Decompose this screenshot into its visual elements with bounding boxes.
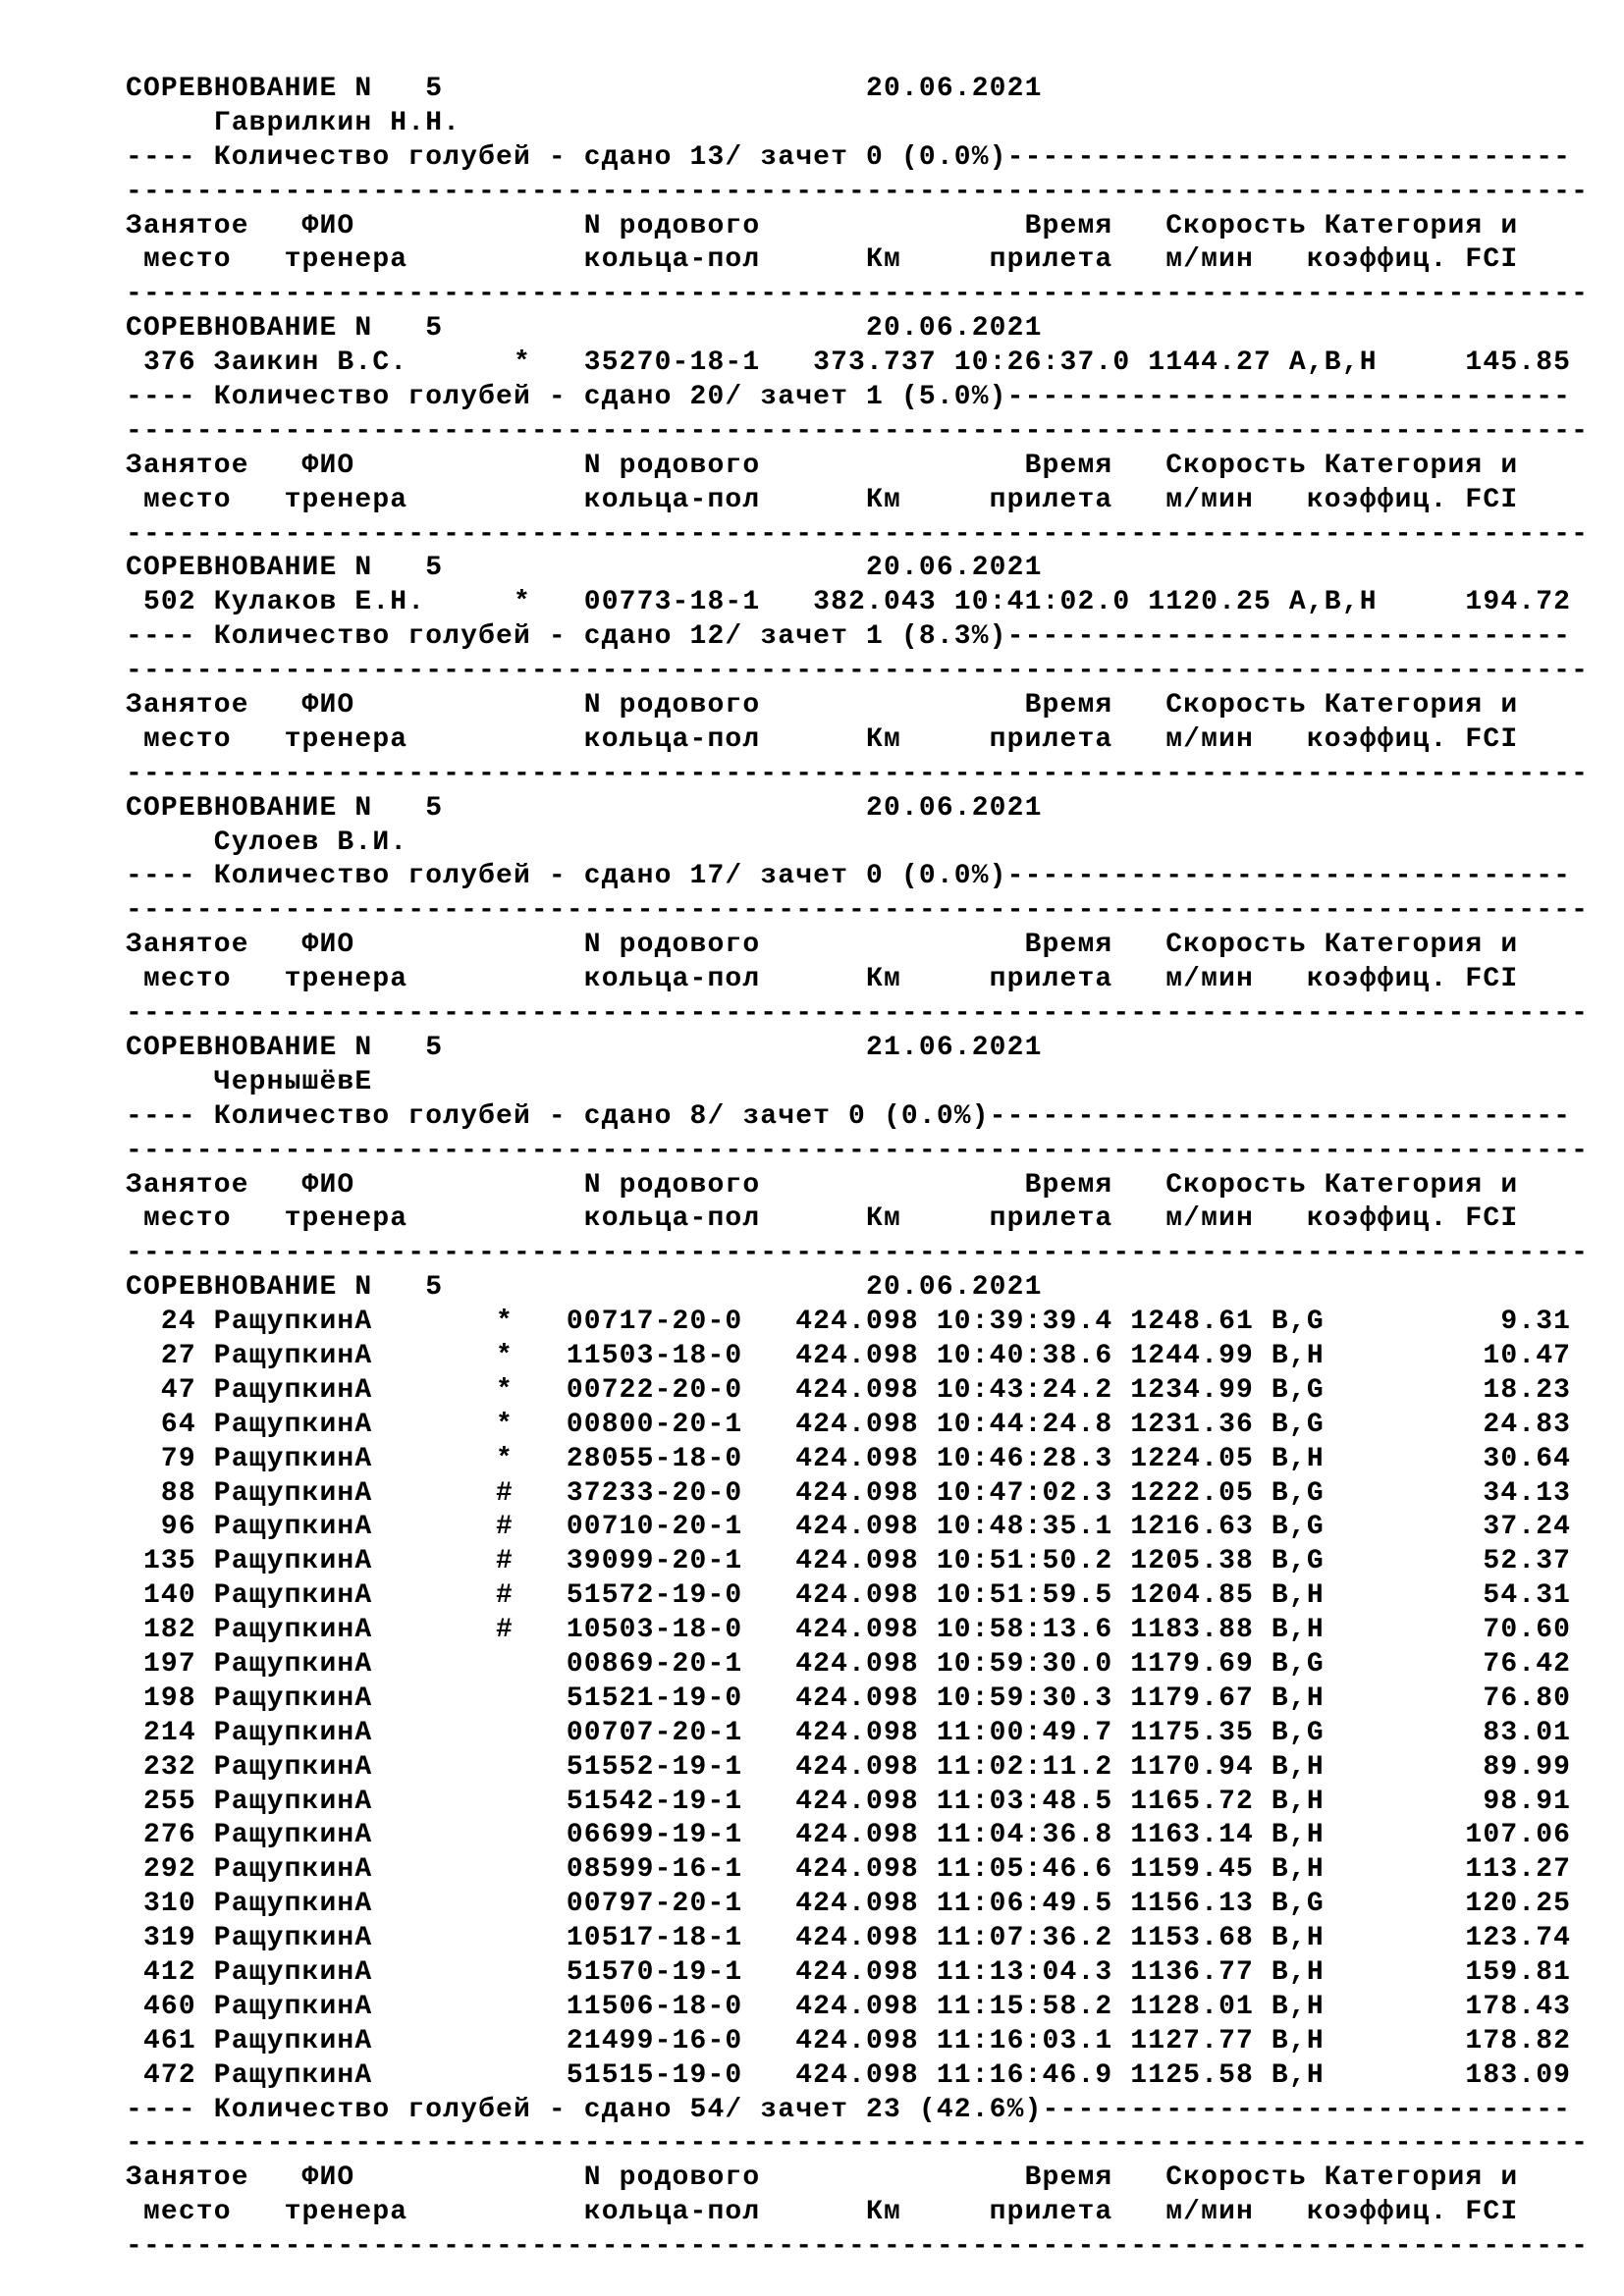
result-row: 376 Заикин В.С. * 35270-18-1 373.737 10:26:37.0 1144.27 A,B,H 145.85	[126, 347, 1572, 379]
separator-line: -----------------------------------------------------------------------------------	[126, 415, 1590, 447]
separator-line: -----------------------------------------------------------------------------------	[126, 518, 1590, 550]
result-row: 319 РащупкинА 10517-18-1 424.098 11:07:36.2 1153.68 B,H 123.74	[126, 1923, 1572, 1954]
result-row: 460 РащупкинА 11506-18-0 424.098 11:15:58.2 1128.01 B,H 178.43	[126, 1991, 1572, 2022]
result-row: 140 РащупкинА # 51572-19-0 424.098 10:51:59.5 1204.85 B,H 54.31	[126, 1580, 1572, 1612]
result-row: 255 РащупкинА 51542-19-1 424.098 11:03:48.5 1165.72 B,H 98.91	[126, 1786, 1572, 1817]
result-row: 461 РащупкинА 21499-16-0 424.098 11:16:03.1 1127.77 B,H 178.82	[126, 2025, 1572, 2056]
competition-title: СОРЕВНОВАНИЕ N 5 20.06.2021	[126, 792, 1043, 824]
result-row: 292 РащупкинА 08599-16-1 424.098 11:05:46.6 1159.45 B,H 113.27	[126, 1854, 1572, 1886]
result-row: 182 РащупкинА # 10503-18-0 424.098 10:58:13.6 1183.88 B,H 70.60	[126, 1615, 1572, 1646]
separator-line: -----------------------------------------------------------------------------------	[126, 998, 1590, 1030]
pigeon-count-summary: ---- Количество голубей - сдано 12/ зачет 1 (8.3%)--------------------------------	[126, 621, 1572, 653]
column-header-line1: Занятое ФИО N родового Время Скорость Категория и	[126, 2163, 1519, 2194]
result-row: Сулоев В.И.	[126, 827, 408, 858]
competition-title: СОРЕВНОВАНИЕ N 5 21.06.2021	[126, 1032, 1043, 1063]
column-header-line1: Занятое ФИО N родового Время Скорость Категория и	[126, 930, 1519, 961]
result-row: 88 РащупкинА # 37233-20-0 424.098 10:47:02.3 1222.05 B,G 34.13	[126, 1477, 1572, 1509]
pigeon-count-summary: ---- Количество голубей - сдано 20/ зачет 1 (5.0%)--------------------------------	[126, 382, 1572, 413]
result-row: 310 РащупкинА 00797-20-1 424.098 11:06:49.5 1156.13 B,G 120.25	[126, 1889, 1572, 1920]
competition-title: СОРЕВНОВАНИЕ N 5 20.06.2021	[126, 313, 1043, 345]
result-row: 502 Кулаков Е.Н. * 00773-18-1 382.043 10:41:02.0 1120.25 A,B,H 194.72	[126, 587, 1572, 618]
separator-line: -----------------------------------------------------------------------------------	[126, 758, 1590, 789]
result-row: 24 РащупкинА * 00717-20-0 424.098 10:39:39.4 1248.61 B,G 9.31	[126, 1307, 1572, 1338]
separator-line: -----------------------------------------------------------------------------------	[126, 895, 1590, 927]
column-header-line2: место тренера кольца-пол Км прилета м/мин коэффиц. FCI	[126, 2197, 1519, 2228]
column-header-line2: место тренера кольца-пол Км прилета м/мин коэффиц. FCI	[126, 964, 1519, 995]
result-row: ЧернышёвЕ	[126, 1066, 373, 1097]
column-header-line1: Занятое ФИО N родового Время Скорость Категория и	[126, 210, 1519, 241]
result-row: Гаврилкин Н.Н.	[126, 107, 461, 138]
separator-line: -----------------------------------------------------------------------------------	[126, 176, 1590, 207]
separator-line: -----------------------------------------------------------------------------------	[126, 1135, 1590, 1166]
column-header-line2: место тренера кольца-пол Км прилета м/мин коэффиц. FCI	[126, 1203, 1519, 1235]
separator-line: -----------------------------------------------------------------------------------	[126, 2231, 1590, 2263]
competition-title: СОРЕВНОВАНИЕ N 5 20.06.2021	[126, 553, 1043, 584]
competition-title: СОРЕВНОВАНИЕ N 5 20.06.2021	[126, 74, 1043, 104]
result-row: 96 РащупкинА # 00710-20-1 424.098 10:48:35.1 1216.63 B,G 37.24	[126, 1512, 1572, 1543]
pigeon-count-summary: ---- Количество голубей - сдано 54/ зачет 23 (42.6%)------------------------------	[126, 2094, 1572, 2125]
result-row: 276 РащупкинА 06699-19-1 424.098 11:04:36.8 1163.14 B,H 107.06	[126, 1820, 1572, 1851]
result-row: 198 РащупкинА 51521-19-0 424.098 10:59:30.3 1179.67 B,H 76.80	[126, 1682, 1572, 1714]
result-row: 135 РащупкинА # 39099-20-1 424.098 10:51:50.2 1205.38 B,G 52.37	[126, 1546, 1572, 1577]
result-row: 232 РащупкинА 51552-19-1 424.098 11:02:11.2 1170.94 B,H 89.99	[126, 1751, 1572, 1783]
column-header-line2: место тренера кольца-пол Км прилета м/мин коэффиц. FCI	[126, 244, 1519, 276]
column-header-line1: Занятое ФИО N родового Время Скорость Категория и	[126, 450, 1519, 481]
result-row: 64 РащупкинА * 00800-20-1 424.098 10:44:24.8 1231.36 B,G 24.83	[126, 1409, 1572, 1440]
column-header-line2: место тренера кольца-пол Км прилета м/мин коэффиц. FCI	[126, 484, 1519, 515]
result-row: 27 РащупкинА * 11503-18-0 424.098 10:40:38.6 1244.99 B,H 10.47	[126, 1340, 1572, 1371]
pigeon-count-summary: ---- Количество голубей - сдано 13/ зачет 0 (0.0%)--------------------------------	[126, 141, 1572, 173]
separator-line: -----------------------------------------------------------------------------------	[126, 279, 1590, 310]
competition-title: СОРЕВНОВАНИЕ N 5 20.06.2021	[126, 1272, 1043, 1304]
result-row: 472 РащупкинА 51515-19-0 424.098 11:16:46.9 1125.58 B,H 183.09	[126, 2059, 1572, 2091]
separator-line: -----------------------------------------------------------------------------------	[126, 1238, 1590, 1269]
result-row: 47 РащупкинА * 00722-20-0 424.098 10:43:24.2 1234.99 B,G 18.23	[126, 1374, 1572, 1406]
column-header-line1: Занятое ФИО N родового Время Скорость Категория и	[126, 1169, 1519, 1201]
column-header-line2: место тренера кольца-пол Км прилета м/мин коэффиц. FCI	[126, 723, 1519, 755]
results-report-page	[126, 73, 1598, 2265]
result-row: 197 РащупкинА 00869-20-1 424.098 10:59:30.0 1179.69 B,G 76.42	[126, 1648, 1572, 1680]
result-row: 214 РащупкинА 00707-20-1 424.098 11:00:49.7 1175.35 B,G 83.01	[126, 1717, 1572, 1748]
pigeon-count-summary: ---- Количество голубей - сдано 8/ зачет 0 (0.0%)---------------------------------	[126, 1100, 1572, 1132]
column-header-line1: Занятое ФИО N родового Время Скорость Категория и	[126, 690, 1519, 721]
result-row: 79 РащупкинА * 28055-18-0 424.098 10:46:28.3 1224.05 B,H 30.64	[126, 1443, 1572, 1474]
pigeon-count-summary: ---- Количество голубей - сдано 17/ зачет 0 (0.0%)--------------------------------	[126, 861, 1572, 892]
separator-line: -----------------------------------------------------------------------------------	[126, 2128, 1590, 2160]
separator-line: -----------------------------------------------------------------------------------	[126, 656, 1590, 687]
result-row: 412 РащупкинА 51570-19-1 424.098 11:13:04.3 1136.77 B,H 159.81	[126, 1956, 1572, 1988]
